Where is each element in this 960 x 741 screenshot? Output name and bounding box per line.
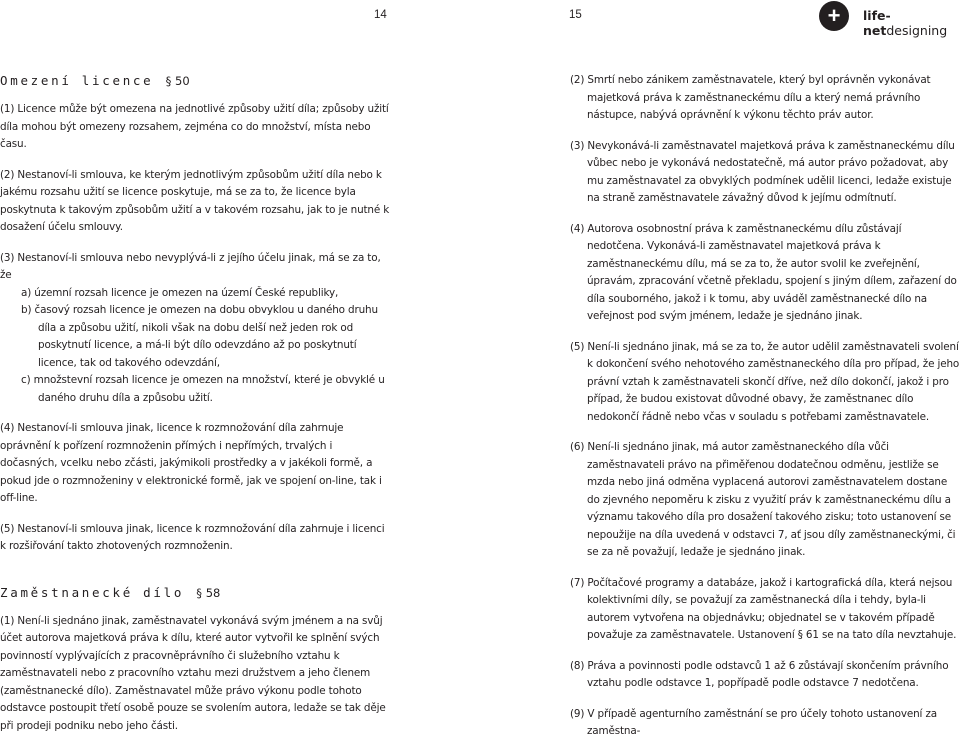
paragraph-3: (3) Nestanoví-li smlouva nebo nevyplývá-li z jejího účelu jinak, má se za to, že	[0, 251, 381, 281]
paragraph-4: (4) Nestanoví-li smlouva jinak, licence k rozmnožování díla zahrnuje oprávnění k pořízení rozmnoženin přímých i nepřímých, trvalých i dočasných, vcelku nebo zčásti, jakýmikoli prostředky a v jakékoli formě, a pokud jde o rozmnoženiny v elektronické formě, jak ve spojení on-line, tak i off-line.	[0, 422, 382, 504]
paragraph-r7: (7) Počítačové programy a databáze, jakož i kartografická díla, která nejsou kolektivními díly, se považují za zaměstnanecká díla i tehdy, byla-li autorem vytvořena na objednávku; objednatel se v takovém případě považuje za zaměstnavatele. Ustanovení § 61 se na tato díla nevztahuje.	[570, 576, 957, 641]
paragraph-1: (1) Licence může být omezena na jednotlivé způsoby užití díla; způsoby užití díla mohou být omezeny rozsahem, zejména co do množství, místa nebo času.	[0, 103, 389, 150]
brand-logo	[863, 8, 960, 38]
brand-rest: designing	[886, 23, 948, 38]
section-number: § 58	[196, 585, 221, 600]
section-heading-50	[0, 72, 392, 90]
paragraph-r8: (8) Práva a povinnosti podle odstavců 1 až 6 zůstávají skončením právního vztahu podle odstavce 1, popřípadě podle odstavce 7 nedotčena.	[570, 659, 949, 689]
heading-title: Zaměstnanecké dílo	[0, 584, 185, 600]
paragraph-3b: b) časový rozsah licence je omezen na dobu obvyklou u daného druhu díla a způsobu užití, nikoli však na dobu delší než jeden rok od poskytnutí licence, a má-li být dílo odevzdáno až po poskytnutí licence, tak od takového odevzdání,	[21, 304, 378, 369]
right-column	[570, 72, 960, 741]
page-number-left: 14	[374, 9, 387, 21]
brand-bold: life-net	[863, 8, 891, 38]
paragraph-r9: (9) V případě agenturního zaměstnání se pro účely tohoto ustanovení za zaměstna-	[570, 707, 937, 737]
paragraph-5: (5) Nestanoví-li smlouva jinak, licence k rozmnožování díla zahrnuje i licenci k rozšiřování takto zhotovených rozmnoženin.	[0, 522, 385, 552]
section-heading-58	[0, 584, 392, 602]
paragraph-r2: (2) Smrtí nebo zánikem zaměstnavatele, který byl oprávněn vykonávat majetková práva k zaměstnaneckému dílu a který nemá právního nástupce, nabývá oprávnění k výkonu těchto práv autor.	[570, 74, 931, 121]
paragraph-3c: c) množstevní rozsah licence je omezen na množství, které je obvyklé u daného druhu díla a způsobu užití.	[21, 374, 385, 404]
page-number-right: 15	[569, 9, 582, 21]
left-column	[0, 72, 392, 735]
paragraph-r6: (6) Není-li sjednáno jinak, má autor zaměstnaneckého díla vůči zaměstnavateli právo na přiměřenou dodatečnou odměnu, jestliže se mzda nebo jiná odměna vyplacená autorovi zaměstnavatelem dostane do zjevného nepoměru k zisku z využití práv k zaměstnaneckému dílu a významu takového díla pro dosažení takového zisku; toto ustanovení se nepoužije na díla uvedená v odstavci 7, ať jsou díly zaměstnaneckými, či se za ně považují, ledaže je sjednáno jinak.	[570, 441, 956, 558]
plus-icon[interactable]: +	[819, 1, 849, 31]
paragraph-r5: (5) Není-li sjednáno jinak, má se za to, že autor udělil zaměstnavateli svolení k dokončení svého nehotového zaměstnaneckého díla pro případ, že jeho právní vztah k zaměstnavateli skončí dříve, než dílo dokončí, jakož i pro případ, že budou existovat důvodné obavy, že zaměstnanec dílo nedokončí řádně nebo včas v souladu s potřebami zaměstnavatele.	[570, 340, 960, 423]
section-number: § 50	[165, 74, 190, 88]
heading-title: Omezení licence	[0, 73, 154, 88]
paragraph-r4: (4) Autorova osobnostní práva k zaměstnaneckému dílu zůstávají nedotčena. Vykonává-li zaměstnavatel majetková práva k zaměstnaneckému dílu, má se za to, že autor svolil ke zveřejnění, úpravám, zpracování včetně překladu, spojení s jiným dílem, zařazení do díla souborného, jakož i k tomu, aby uváděl zaměstnanecké dílo na veřejnost pod svým jménem, ledaže je sjednáno jinak.	[570, 222, 957, 322]
paragraph-3a: a) územní rozsah licence je omezen na území České republiky,	[21, 286, 339, 299]
paragraph-r3: (3) Nevykonává-li zaměstnavatel majetková práva k zaměstnaneckému dílu vůbec nebo je vykonává nedostatečně, má autor právo požadovat, aby mu zaměstnavatel za obvyklých podmínek udělil licenci, ledaže existuje na straně zaměstnavatele závažný důvod k jejímu odmítnutí.	[570, 139, 955, 204]
paragraph-2: (2) Nestanoví-li smlouva, ke kterým jednotlivým způsobům užití díla nebo k jakému rozsahu užití se licence poskytuje, má se za to, že licence byla poskytnuta k takovým způsobům užití a v takovém rozsahu, jak to je nutné k dosažení účelu smlouvy.	[0, 168, 390, 233]
paragraph-q1: (1) Není-li sjednáno jinak, zaměstnavatel vykonává svým jménem a na svůj účet autorova majetková práva k dílu, které autor vytvořil ke splnění svých povinností vyplývajících z pracovněprávního či služebního vztahu k zaměstnavateli nebo z pracovního vztahu mezi družstvem a jeho členem (zaměstnanecké dílo). Zaměstnavatel může právo výkonu podle tohoto odstavce postoupit třetí osobě pouze se svolením autora, ledaže se tak děje při prodeji podniku nebo jeho části.	[0, 614, 386, 732]
